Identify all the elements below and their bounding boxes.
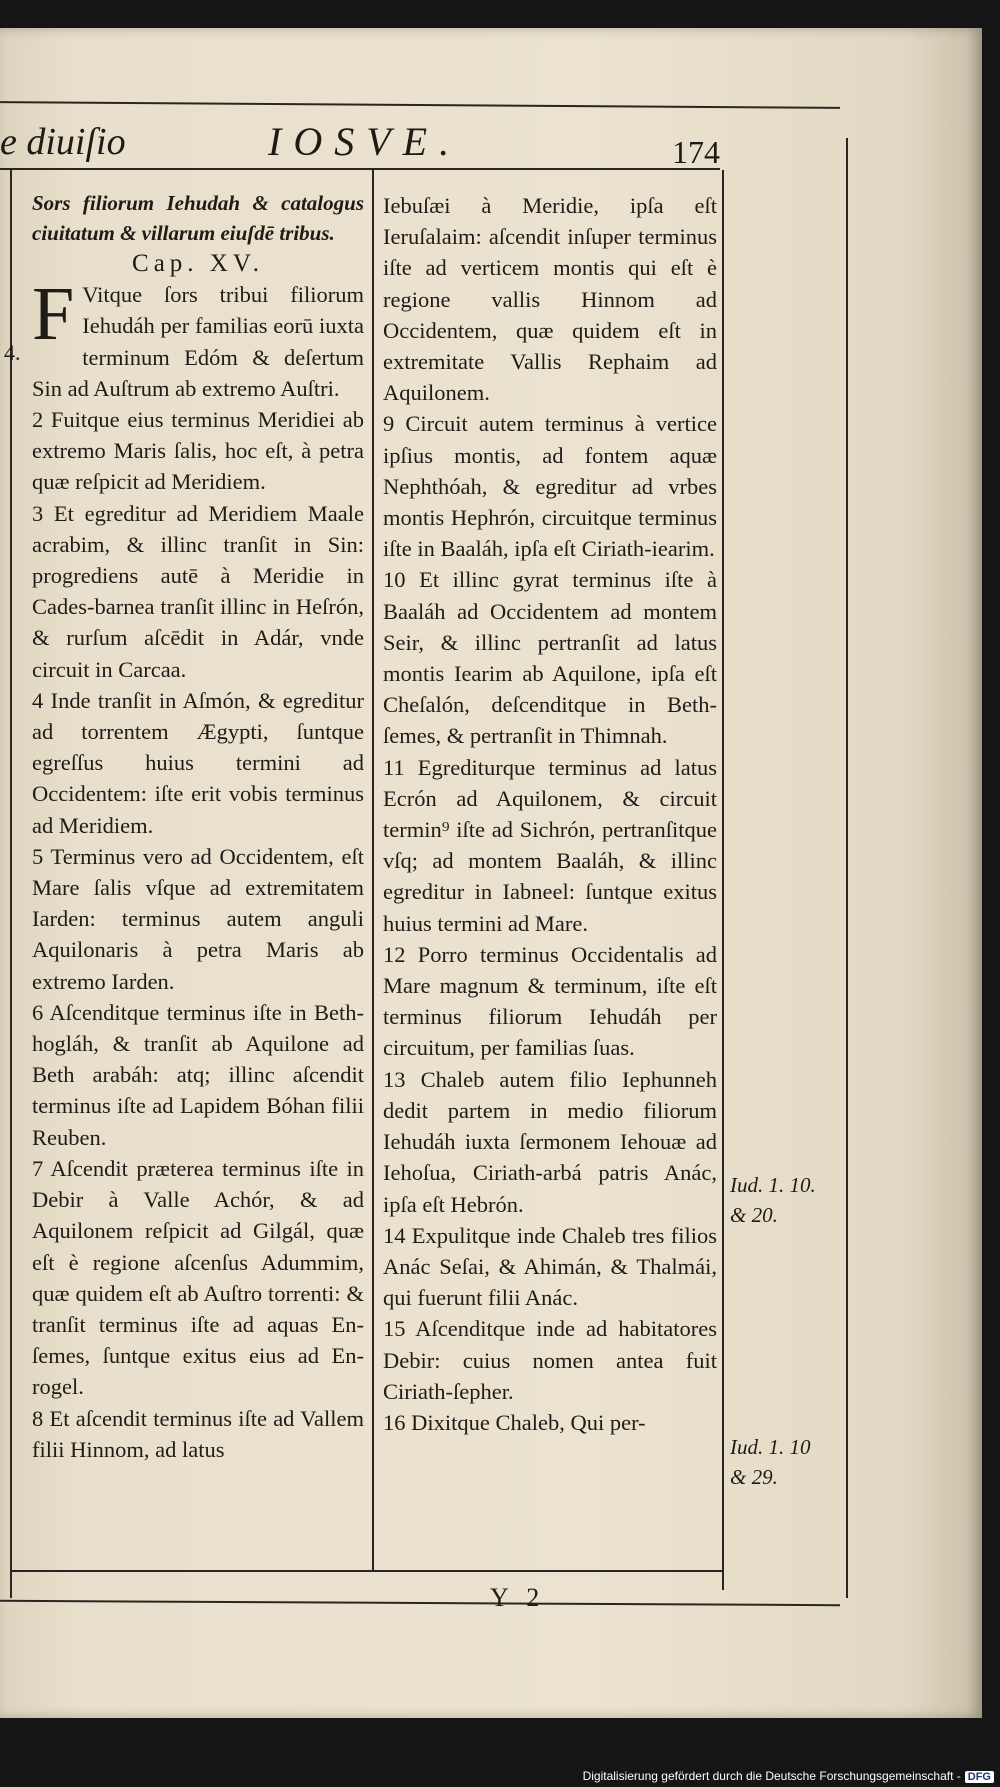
verse-8-continued: Iebuſæi à Meridie, ipſa eſt Ieruſalaim: aſcendit inſuper terminus iſte ad verticem montis qui eſt è regione vallis Hinnom ad Occidentem, quæ quidem eſt in extremitate Vallis Rephaim ad Aquilonem. (383, 193, 717, 406)
verse-6: 6 Aſcenditque terminus iſte in Beth-hogláh, & tranſit ab Aquilone ad Beth arabáh: atq; illinc aſcendit terminus iſte ad Lapidem Bóhan filii Reuben. (32, 999, 364, 1150)
footer-rule-bottom (0, 1600, 840, 1606)
verse-15: 15 Aſcenditque inde ad habitatores Debir: cuius nomen antea fuit Ciriath-ſepher. (383, 1316, 717, 1404)
verse-5: 5 Terminus vero ad Occidentem, eſt Mare ſalis vſque ad extremitatem Iarden: terminus autem anguli Aquilonaris à petra Maris ab extremo Iarden. (32, 843, 364, 994)
verse-9: 9 Circuit autem terminus à vertice ipſius montis, ad fontem aquæ Nephthóah, & egreditur ad vrbes montis Hephrón, circuitque terminus iſte in Baaláh, ipſa eſt Ciriath-iearim. (383, 411, 717, 562)
verse-14: 14 Expulitque inde Chaleb tres filios Anác Seſai, & Ahimán, & Thalmái, qui fuerunt filii Anác. (383, 1222, 717, 1311)
credit-text: Digitalisierung gefördert durch die Deutsche Forschungsgemeinschaft - (582, 1769, 961, 1783)
header-rule (0, 101, 840, 109)
verse-2: 2 Fuitque eius terminus Meridiei ab extremo Maris ſalis, hoc eſt, à petra quæ reſpicit ad Meridiem. (32, 407, 364, 495)
running-head-fragment: e diuiſio (0, 121, 126, 163)
footer-rule-top (10, 1570, 722, 1572)
verse-8: 8 Et aſcendit terminus iſte ad Vallem filii Hinnom, ad latus (32, 1405, 364, 1462)
side-mark: 4. (4, 340, 21, 365)
chapter-heading: Cap. XV. (132, 250, 264, 277)
digitization-credit (583, 1769, 994, 1783)
margin-note-1: Iud. 1. 10. & 20. (730, 1173, 816, 1227)
book-page (0, 28, 982, 1718)
verse-1 (32, 272, 364, 404)
verse-12: 12 Porro terminus Occidentalis ad Mare magnum & terminum, iſte eſt terminus filiorum Iehudáh per circuitum, per familias ſuas. (383, 941, 717, 1061)
verse-4: 4 Inde tranſit in Aſmón, & egreditur ad torrentem Ægypti, ſuntque egreſſus huius termini ad Occidentem: iſte erit vobis terminus ad Meridiem. (32, 687, 364, 838)
verse-7: 7 Aſcendit præterea terminus iſte in Debir à Valle Achór, & ad Aquilonem reſpicit ad Gilgál, quæ eſt è regione aſcenſus Adummim, quæ quidem eſt ab Auſtro torrenti: & tranſit terminus iſte ad aquas En-ſemes, ſuntque exitus eius ad En-rogel. (32, 1155, 364, 1400)
margin-outer-border (846, 138, 848, 1598)
running-head-title: IOSVE. (268, 119, 462, 164)
column-divider (372, 170, 374, 1570)
page-number: 174 (672, 134, 720, 170)
verse-1-text: Vitque ſors tribui filiorum Iehudáh per familias eorū iuxta terminum Edóm & deſertum Sin ad Auſtrum ab extremo Auſtri. (32, 282, 364, 401)
right-border (722, 170, 724, 1590)
chapter-summary: Sors filiorum Iehudah & catalogus ciuitatum & villarum eiuſdē tribus. (32, 191, 364, 245)
dfg-logo: DFG (965, 1771, 994, 1783)
drop-cap: F (32, 272, 75, 357)
verse-13: 13 Chaleb autem filio Iephunneh dedit partem in medio filiorum Iehudáh iuxta ſermonem Iehouæ ad Iehoſua, Ciriath-arbá patris Anác, ipſa eſt Hebrón. (383, 1066, 717, 1217)
verse-11: 11 Egrediturque terminus ad latus Ecrón ad Aquilonem, & circuit termin⁹ iſte ad Sichrón, pertranſitque vſq; ad montem Baaláh, & illinc egreditur in Iabneel: ſuntque exitus huius termini ad Mare. (383, 754, 717, 936)
signature-mark: Y 2 (490, 1583, 546, 1612)
right-column (383, 190, 717, 1438)
verse-10: 10 Et illinc gyrat terminus iſte à Baaláh ad Occidentem ad montem Seir, & illinc pertranſit ad latus montis Iearim ab Aquilone, ipſa eſt Cheſalón, deſcenditque in Beth-ſemes, & pertranſit in Thimnah. (383, 567, 717, 749)
margin-note-2: Iud. 1. 10 & 29. (730, 1435, 811, 1489)
left-border (10, 170, 12, 1598)
left-column (32, 188, 364, 1465)
verse-16: 16 Dixitque Chaleb, Qui per- (383, 1409, 646, 1435)
verse-3: 3 Et egreditur ad Meridiem Maale acrabim, & illinc tranſit in Sin: progrediens autē à Meridie in Cades-barnea tranſit illinc in Heſrón, & rurſum aſcēdit in Adár, vnde circuit in Carcaa. (32, 500, 364, 682)
header-underline (0, 168, 720, 170)
